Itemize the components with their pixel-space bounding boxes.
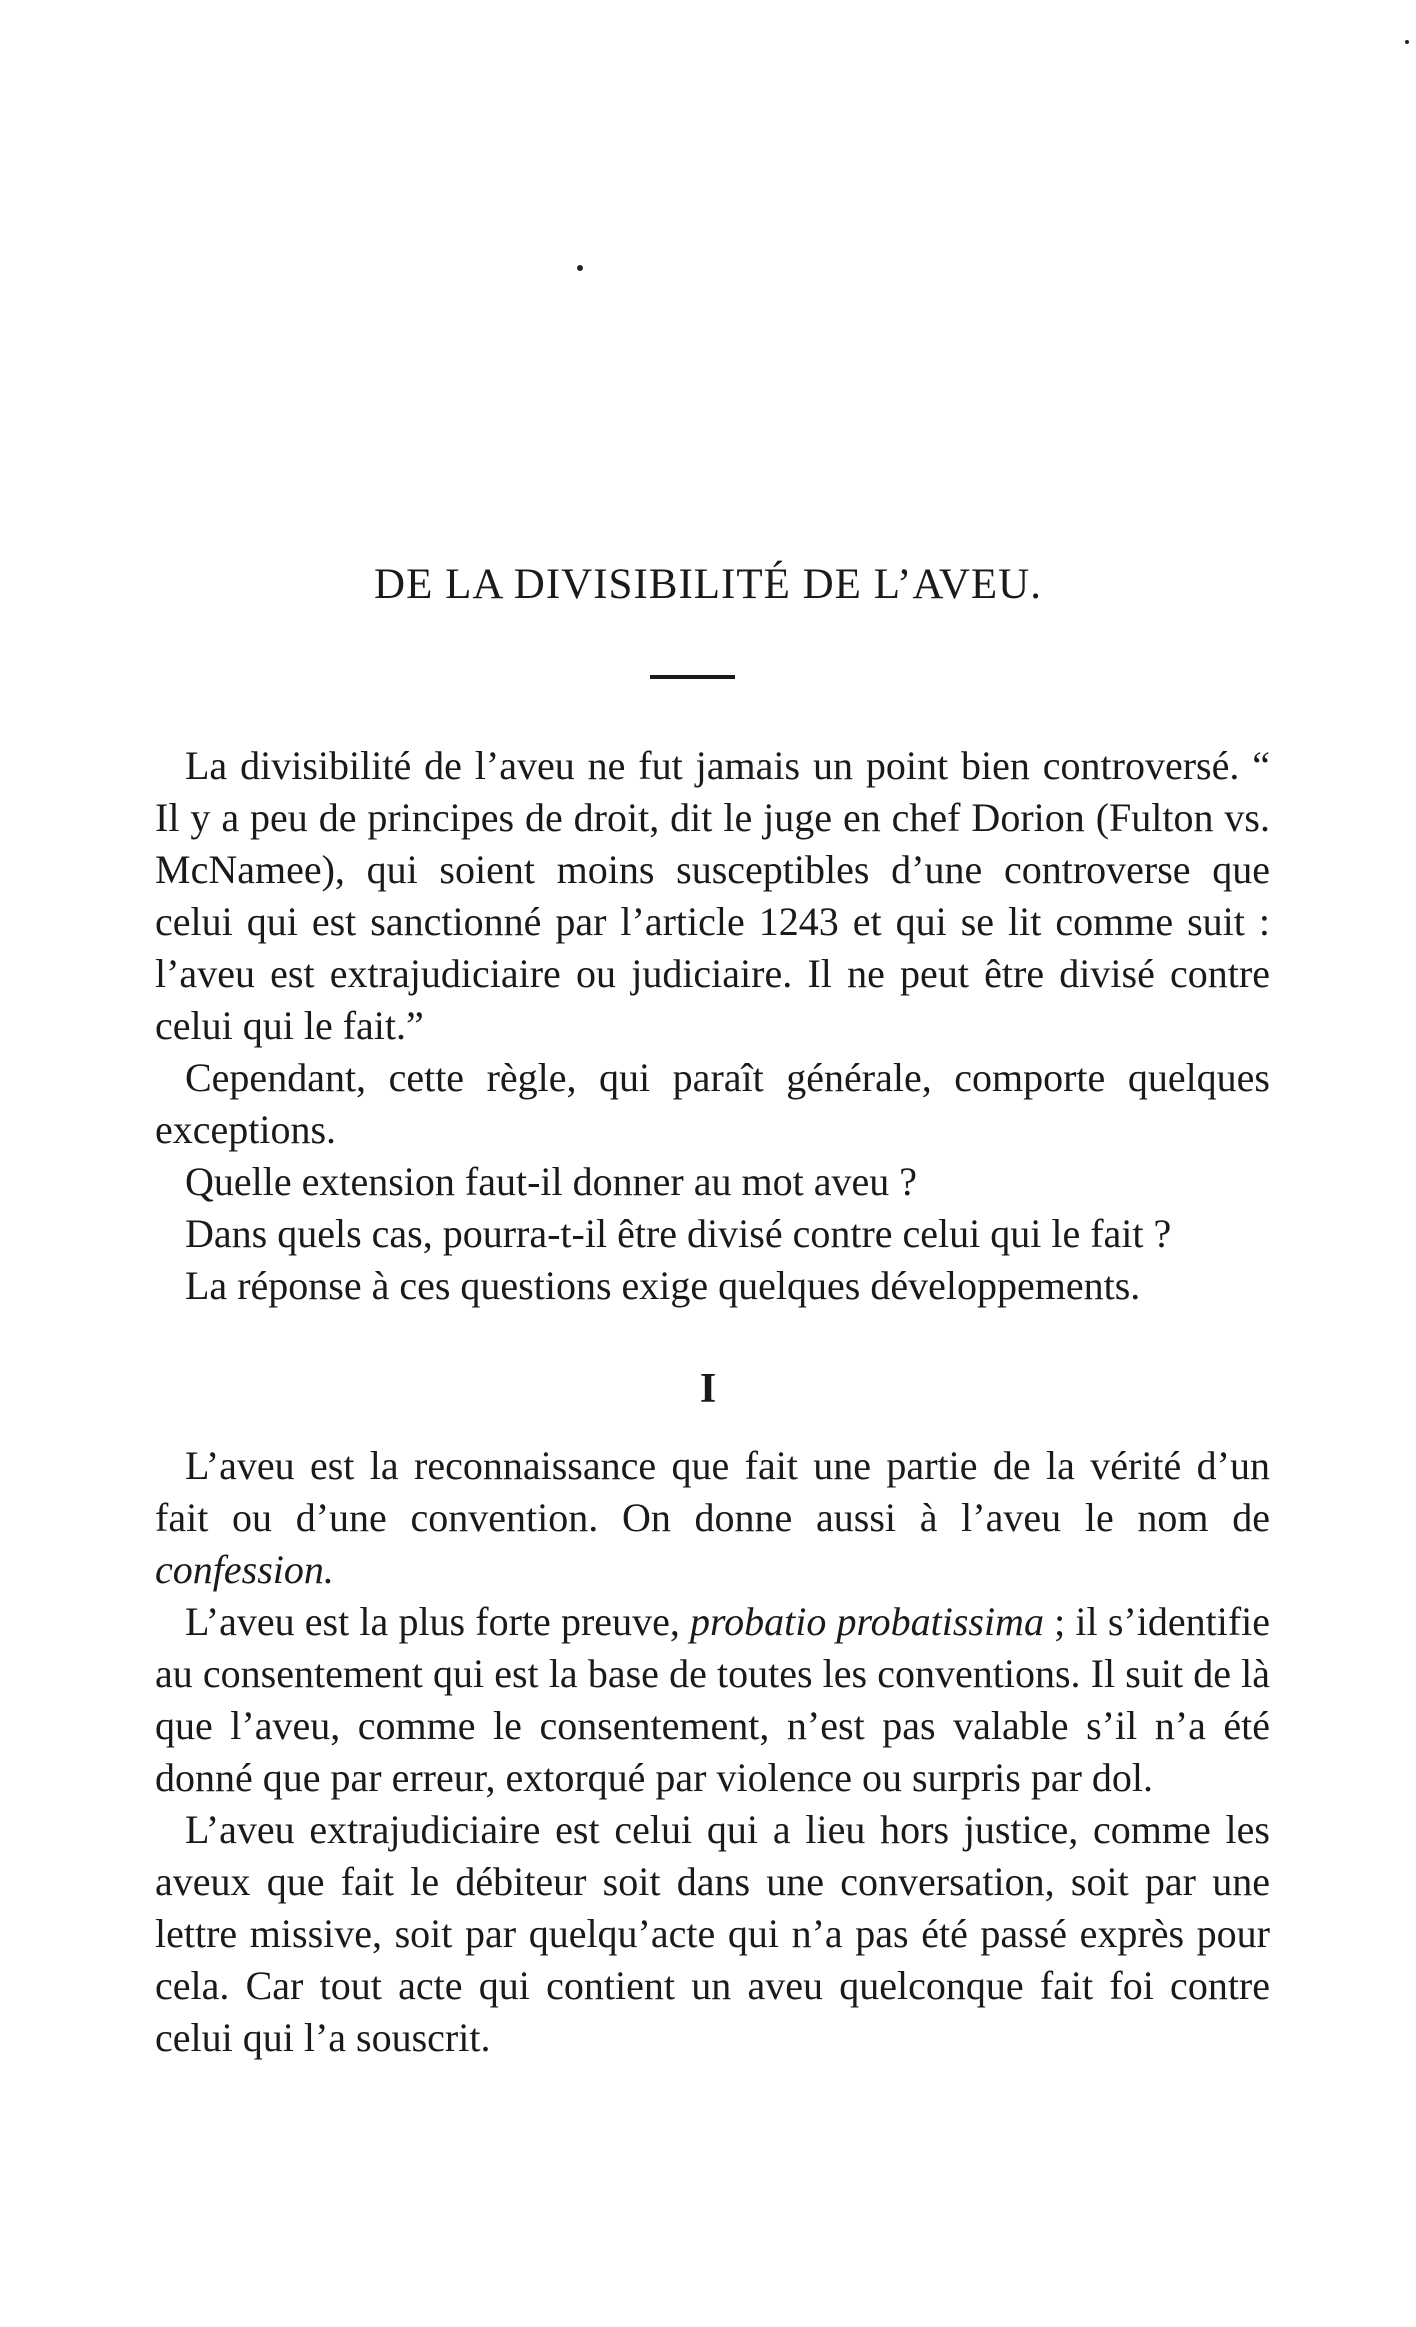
- paragraph: [155, 1440, 1270, 1596]
- paragraph: Cependant, cette règle, qui paraît générale, comporte quelques exceptions.: [155, 1055, 1270, 1152]
- intro-text: [155, 740, 1270, 1312]
- paragraph: La réponse à ces questions exige quelques développements.: [185, 1263, 1141, 1308]
- emphasis-text: probatio probatissima: [690, 1599, 1044, 1644]
- paragraph: [155, 1804, 1270, 2064]
- paragraph-text: L’aveu extrajudiciaire est celui qui a lieu hors justice, comme les aveux que fait le débiteur soit dans une conversation, soit par une lettre missive, soit par quelqu’acte qui n’a pas été passé exprès pour cela. Car tout acte qui contient un aveu quelconque fait foi contre celui qui l’a souscrit.: [155, 1807, 1270, 2060]
- paragraph: Quelle extension faut-il donner au mot aveu ?: [185, 1159, 917, 1204]
- section-text: [155, 1440, 1270, 2064]
- section-number: I: [699, 1366, 717, 1412]
- print-speck: [1405, 40, 1409, 44]
- paragraph-text: L’aveu est la reconnaissance que fait une partie de la vérité d’un fait ou d’une convention. On donne aussi à l’aveu le nom de: [155, 1443, 1270, 1540]
- paragraph: Dans quels cas, pourra-t-il être divisé contre celui qui le fait ?: [185, 1211, 1172, 1256]
- print-speck: [577, 265, 583, 271]
- emphasis-text: confession.: [155, 1547, 334, 1592]
- paragraph: [155, 1596, 1270, 1804]
- paragraph: La divisibilité de l’aveu ne fut jamais un point bien controversé. “ Il y a peu de principes de droit, dit le juge en chef Dorion (Fulton vs. McNamee), qui soient moins susceptibles d’une controverse que celui qui est sanctionné par l’article 1243 et qui se lit comme suit : l’aveu est extrajudiciaire ou judiciaire. Il ne peut être divisé contre celui qui le fait.”: [155, 743, 1270, 1048]
- paragraph-text: ; il s’identifie au consentement qui est la base de toutes les conventions. Il suit de là que l’aveu, comme le consentement, n’est pas valable s’il n’a été donné que par erreur, extorqué par violence ou surpris par dol.: [155, 1599, 1271, 1800]
- chapter-title: DE LA DIVISIBILITÉ DE L’AVEU.: [374, 561, 1042, 608]
- title-divider: [650, 675, 735, 679]
- paragraph-text: L’aveu est la plus forte preuve,: [185, 1599, 691, 1644]
